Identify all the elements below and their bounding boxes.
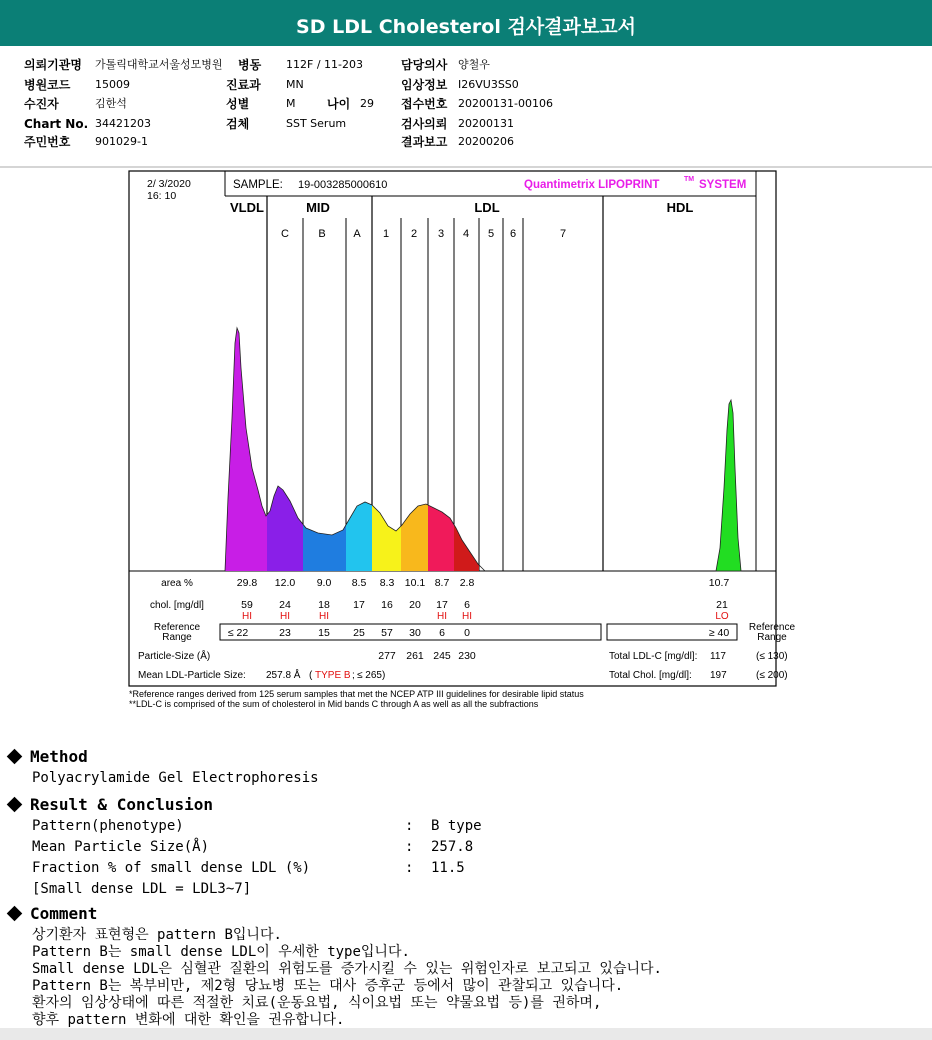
ref-value: 23 (279, 627, 291, 639)
area-value: 8.7 (434, 577, 450, 589)
chol-value: 18 (318, 599, 330, 611)
comment-line: 상기환자 표현형은 pattern B입니다. (32, 927, 282, 943)
chol-row-label: chol. [mg/dl] (150, 600, 204, 611)
report-title-bar (0, 0, 932, 46)
band-label: C (281, 228, 289, 240)
comment-line: 환자의 임상상태에 따른 적절한 치료(운동요법, 식이요법 또는 약물요법 등)를 권하며, (32, 995, 602, 1011)
ref-right-label-2: Range (757, 632, 787, 643)
chol-value: 6 (464, 599, 470, 611)
area-value: 2.8 (459, 577, 475, 589)
info-value: 901029-1 (95, 135, 148, 148)
info-value: 20200206 (458, 135, 514, 148)
info-label: 성별 (226, 97, 250, 111)
flag-hi: HI (437, 611, 447, 622)
chol-value: 17 (436, 599, 448, 611)
diamond-bullet-icon (7, 906, 23, 922)
chol-value: 16 (381, 599, 393, 611)
band-label: 4 (462, 228, 470, 240)
info-label: 검체 (226, 117, 250, 131)
sample-id: 19-003285000610 (298, 179, 388, 191)
particle-row-label: Particle-Size (Å) (138, 651, 211, 662)
type-b-open: ( (309, 670, 313, 681)
ref-value: 25 (353, 627, 365, 639)
info-label: 검사의뢰 (401, 117, 448, 131)
area-value: 29.8 (236, 577, 258, 589)
result-row (0, 860, 932, 877)
band-label: A (353, 228, 361, 240)
result-row (0, 818, 932, 835)
comment-line: Small dense LDL은 심혈관 질환의 위험도를 증가시킬 수 있는 위험인자로 보고되고 있습니다. (32, 961, 662, 977)
comment-section (6, 904, 97, 923)
flag-hi: HI (242, 611, 252, 622)
info-value: MN (286, 78, 304, 91)
result-heading: Result & Conclusion (30, 795, 214, 814)
chol-value: 59 (241, 599, 253, 611)
flag-hi: HI (319, 611, 329, 622)
info-label: 의뢰기관명 (24, 58, 82, 72)
particle-size: 277 (378, 650, 396, 662)
chol-value: 20 (409, 599, 421, 611)
info-value: 34421203 (95, 117, 151, 130)
sample-label: SAMPLE: (233, 179, 283, 191)
lipoprint-svg (0, 168, 932, 716)
ref-row-label-2: Range (162, 632, 192, 643)
total-chol-label: Total Chol. [mg/dl]: (609, 670, 692, 681)
info-value: 20200131 (458, 117, 514, 130)
info-value: M (286, 97, 296, 110)
info-value: I26VU3SS0 (458, 78, 519, 91)
info-label: 담당의사 (401, 58, 448, 72)
type-b-close: ) (382, 670, 386, 681)
result-label: Fraction % of small dense LDL (%) (32, 860, 311, 876)
area-row-label: area % (161, 578, 193, 589)
chol-value: 24 (279, 599, 291, 611)
info-label: 주민번호 (24, 135, 71, 149)
ref-value: 30 (409, 627, 421, 639)
band-label: 6 (509, 228, 517, 240)
group-mid: MID (306, 200, 330, 215)
ref-value: 0 (464, 627, 470, 639)
info-label: 결과보고 (401, 135, 448, 149)
result-label: Pattern(phenotype) (32, 818, 184, 834)
info-label: Chart No. (24, 117, 89, 131)
chol-value: 21 (716, 599, 728, 611)
flag-hi: HI (280, 611, 290, 622)
particle-size: 245 (433, 650, 451, 662)
total-ldl-label: Total LDL-C [mg/dl]: (609, 651, 698, 662)
result-colon: : (405, 839, 414, 855)
info-label: 진료과 (226, 78, 261, 92)
comment-line: Pattern B는 small dense LDL이 우세한 type입니다. (32, 944, 410, 960)
particle-size: 261 (406, 650, 424, 662)
result-value: 11.5 (431, 860, 465, 876)
info-value: 15009 (95, 78, 130, 91)
total-chol-value: 197 (710, 670, 727, 681)
area-value: 8.3 (379, 577, 395, 589)
flag-lo: LO (715, 611, 729, 622)
area-value: 9.0 (316, 577, 332, 589)
ref-value: 6 (439, 627, 445, 639)
result-label: Mean Particle Size(Å) (32, 839, 210, 855)
info-value: 양철우 (458, 58, 490, 71)
result-section (6, 795, 213, 814)
area-value: 8.5 (351, 577, 367, 589)
info-value: 112F / 11-203 (286, 58, 363, 71)
particle-size: 230 (458, 650, 476, 662)
lipoprint-chart (0, 168, 932, 716)
group-hdl: HDL (666, 200, 694, 215)
age-label: 나이 (327, 97, 351, 111)
result-row (0, 839, 932, 856)
total-chol-ref: (≤ 200) (756, 670, 788, 681)
bottom-strip (0, 1028, 932, 1040)
info-value: 가톨릭대학교서울성모병원 (95, 58, 223, 71)
sdldl-note: [Small dense LDL = LDL3~7] (32, 881, 252, 897)
info-value: SST Serum (286, 117, 347, 130)
report-title: SD LDL Cholesterol 검사결과보고서 (296, 16, 636, 38)
diamond-bullet-icon (7, 797, 23, 813)
type-b-ref: ≤ 265 (357, 670, 382, 681)
total-ldl-ref: (≤ 130) (756, 651, 788, 662)
info-value: 20200131-00106 (458, 97, 553, 110)
info-value: 김한석 (95, 97, 127, 110)
method-heading: Method (30, 747, 88, 766)
band-label: B (318, 228, 326, 240)
type-b-sep: ; (352, 670, 355, 681)
brand-tm: TM (684, 176, 695, 183)
patient-info-section (0, 46, 932, 166)
chol-value: 17 (353, 599, 365, 611)
ref-right-label-1: Reference (748, 622, 796, 633)
brand-name: Quantimetrix LIPOPRINT (524, 179, 660, 191)
method-section (6, 747, 88, 766)
flag-hi: HI (462, 611, 472, 622)
comment-line: 향후 pattern 변화에 대한 확인을 권유합니다. (32, 1012, 345, 1028)
ref-value: 57 (381, 627, 393, 639)
mean-size-value: 257.8 Å (266, 670, 301, 681)
result-colon: : (405, 818, 414, 834)
info-label: 접수번호 (401, 97, 448, 111)
chart-time: 16: 10 (147, 190, 177, 202)
chart-frame (129, 171, 776, 686)
diamond-bullet-icon (7, 749, 23, 765)
brand-suffix: SYSTEM (699, 179, 747, 191)
band-label: 2 (410, 228, 418, 240)
ref-value: 15 (318, 627, 330, 639)
area-value: 10.1 (404, 577, 426, 589)
total-ldl-value: 117 (710, 651, 726, 662)
chart-date: 2/ 3/2020 (147, 178, 191, 190)
info-label: 수진자 (24, 97, 59, 111)
result-value: B type (431, 818, 482, 834)
method-text: Polyacrylamide Gel Electrophoresis (32, 770, 319, 786)
info-label: 병동 (238, 58, 262, 72)
band-label: 5 (487, 228, 495, 240)
type-b-label: TYPE B (315, 670, 351, 681)
band-label: 7 (559, 228, 567, 240)
info-label: 병원코드 (24, 78, 71, 92)
comment-heading: Comment (30, 904, 98, 923)
footnote-1: *Reference ranges derived from 125 serum samples that met the NCEP ATP III guidelines for desirable lipid status (129, 689, 584, 699)
group-ldl: LDL (474, 200, 500, 215)
band-label: 1 (382, 228, 390, 240)
ref-value: ≥ 40 (708, 627, 730, 639)
footnote-2: **LDL-C is comprised of the sum of cholesterol in Mid bands C through A as well as all the subfractions (129, 699, 539, 709)
area-value: 12.0 (274, 577, 296, 589)
result-value: 257.8 (431, 839, 474, 855)
age-value: 29 (360, 97, 374, 110)
info-label: 임상정보 (401, 78, 448, 92)
band-label: 3 (437, 228, 445, 240)
area-value: 10.7 (708, 577, 730, 589)
mean-size-label: Mean LDL-Particle Size: (138, 670, 246, 681)
group-vldl: VLDL (230, 200, 264, 215)
result-colon: : (405, 860, 414, 876)
comment-line: Pattern B는 복부비만, 제2형 당뇨병 또는 대사 증후군 등에서 많이 관찰되고 있습니다. (32, 978, 624, 994)
ref-row-label-1: Reference (153, 622, 201, 633)
ref-value: ≤ 22 (227, 627, 249, 639)
